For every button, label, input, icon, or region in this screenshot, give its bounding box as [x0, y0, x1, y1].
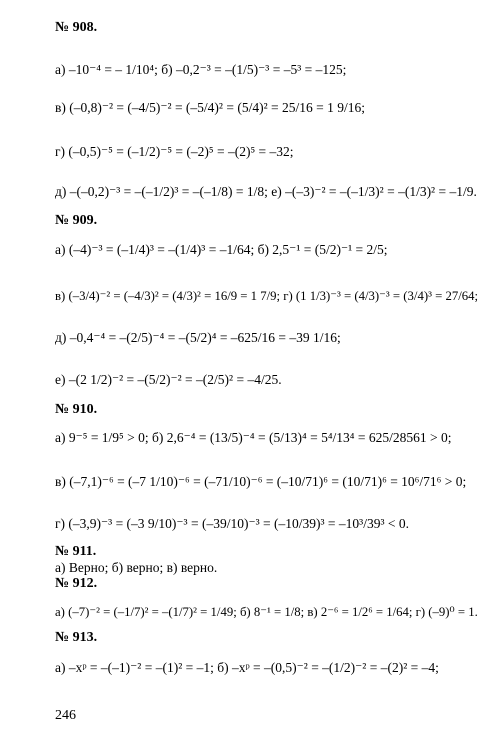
problem-number: № 912. [55, 576, 98, 591]
solution-line: а) –10⁻⁴ = – 1/10⁴; б) –0,2⁻³ = –(1/5)⁻³ = –5³ = –125; [55, 62, 347, 77]
solution-line: в) (–0,8)⁻² = (–4/5)⁻² = (–5/4)² = (5/4)² = 25/16 = 1 9/16; [55, 100, 365, 115]
solution-line: в) (–3/4)⁻² = (–4/3)² = (4/3)² = 16/9 = 1 7/9; г) (1 1/3)⁻³ = (4/3)⁻³ = (3/4)³ = 27/64; [55, 289, 479, 303]
solution-line: г) (–0,5)⁻⁵ = (–1/2)⁻⁵ = (–2)⁵ = –(2)⁵ = –32; [55, 144, 294, 159]
solution-line: в) (–7,1)⁻⁶ = (–7 1/10)⁻⁶ = (–71/10)⁻⁶ = (–10/71)⁶ = (10/71)⁶ = 10⁶/71⁶ > 0; [55, 474, 467, 489]
solution-line: а) 9⁻⁵ = 1/9⁵ > 0; б) 2,6⁻⁴ = (13/5)⁻⁴ = (5/13)⁴ = 5⁴/13⁴ = 625/28561 > 0; [55, 430, 452, 445]
solution-line: а) (–4)⁻³ = (–1/4)³ = –(1/4)³ = –1/64; б) 2,5⁻¹ = (5/2)⁻¹ = 2/5; [55, 242, 388, 257]
problem-number: № 913. [55, 630, 98, 645]
solution-line: г) (–3,9)⁻³ = (–3 9/10)⁻³ = (–39/10)⁻³ = (–10/39)³ = –10³/39³ < 0. [55, 516, 409, 531]
page-number: 246 [55, 708, 76, 723]
solution-line: д) –(–0,2)⁻³ = –(–1/2)³ = –(–1/8) = 1/8; е) –(–3)⁻² = –(–1/3)² = –(1/3)² = –1/9. [55, 184, 477, 199]
solution-line: а) Верно; б) верно; в) верно. [55, 560, 218, 575]
solution-line: е) –(2 1/2)⁻² = –(5/2)⁻² = –(2/5)² = –4/25. [55, 372, 282, 387]
solution-line: д) –0,4⁻⁴ = –(2/5)⁻⁴ = –(5/2)⁴ = –625/16 = –39 1/16; [55, 330, 341, 345]
solution-line: а) (–7)⁻² = (–1/7)² = –(1/7)² = 1/49; б) 8⁻¹ = 1/8; в) 2⁻⁶ = 1/2⁶ = 1/64; г) (–9)⁰ = 1. [55, 605, 478, 619]
problem-number: № 911. [55, 544, 97, 559]
problem-number: № 910. [55, 402, 98, 417]
problem-number: № 908. [55, 20, 98, 35]
problem-number: № 909. [55, 213, 98, 228]
solution-line: а) –xᵖ = –(–1)⁻² = –(1)² = –1; б) –xᵖ = –(0,5)⁻² = –(1/2)⁻² = –(2)² = –4; [55, 660, 439, 675]
